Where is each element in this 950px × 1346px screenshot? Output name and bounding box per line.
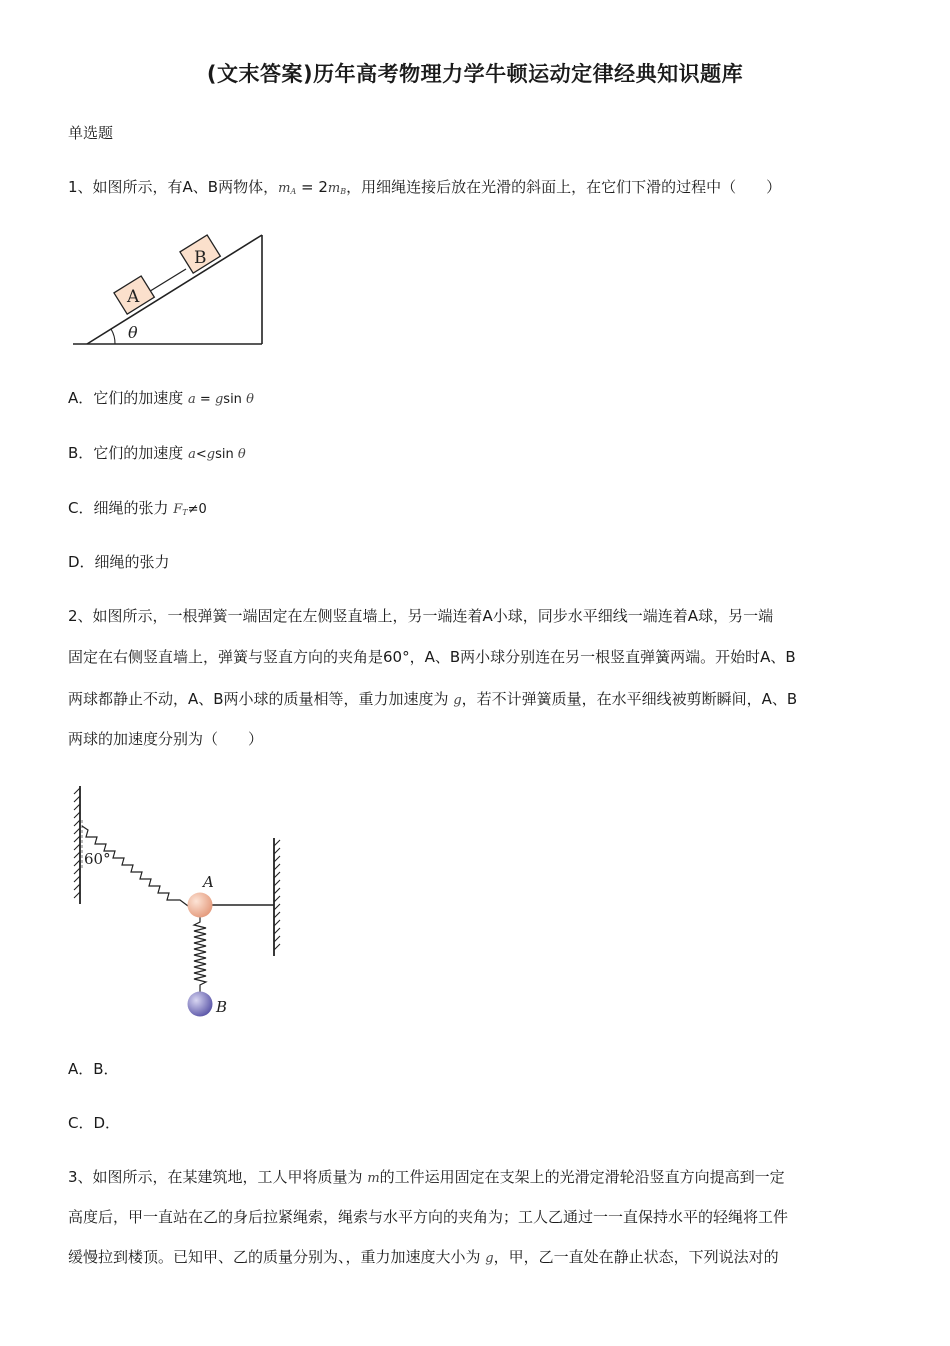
q3-gravity-symbol: g — [485, 1251, 494, 1266]
q1-option-b-text: B．它们的加速度 — [68, 444, 189, 462]
q2-line-4: 两球的加速度分别为（ ） — [68, 730, 264, 748]
q2-line-3-start: 两球都静止不动，A、B两小球的质量相等，重力加速度为 — [68, 690, 454, 708]
q1-mass-b-subscript: B — [340, 187, 347, 196]
incline-figure — [70, 228, 270, 350]
incline-angle-arc — [111, 329, 115, 344]
q1-option-b-symbol-g: g — [206, 447, 216, 462]
spring-figure — [66, 780, 296, 1025]
q1-option-a-symbol-g: g — [214, 392, 224, 407]
q1-option-c-subscript: T — [182, 508, 188, 517]
q1-option-c — [68, 497, 207, 518]
q1-option-b-theta: θ — [237, 447, 246, 462]
spring-angle-label: 60° — [84, 850, 111, 868]
q3-line-3-end: ，甲，乙一直处在静止状态，下列说法对的 — [493, 1248, 779, 1266]
q1-stem-start: 1、如图所示，有A、B两物体， — [68, 178, 279, 196]
q1-option-c-text: C．细绳的张力 — [68, 499, 174, 517]
q1-option-b-symbol-a: a — [188, 447, 196, 462]
incline-angle-label: θ — [128, 323, 138, 342]
q1-mass-b-symbol: m — [327, 181, 341, 196]
q1-option-b — [68, 442, 246, 463]
q1-option-a-text: A．它们的加速度 — [68, 389, 189, 407]
ball-b-label: B — [216, 998, 228, 1016]
q1-option-a-symbol-a: a — [188, 392, 196, 407]
q3-line-1 — [68, 1166, 888, 1187]
section-heading: 单选题 — [68, 124, 114, 142]
q1-option-c-symbol-f: F — [173, 502, 183, 517]
q3-line-1-start: 3、如图所示，在某建筑地，工人甲将质量为 — [68, 1168, 368, 1186]
block-b-label: B — [194, 248, 207, 268]
question-1-stem — [68, 176, 781, 197]
q1-mass-a-symbol: m — [278, 181, 291, 196]
q2-line-1: 2、如图所示，一根弹簧一端固定在左侧竖直墙上，另一端连着A小球，同步水平细线一端连着A球，另一端 — [68, 607, 774, 625]
q2-options-cd: C．D． — [68, 1114, 121, 1132]
q1-mass-a-subscript: A — [290, 187, 297, 196]
q2-line-2: 固定在右侧竖直墙上，弹簧与竖直方向的夹角是60°，A、B两小球分别连在另一根竖直弹簧两端。开始时A、B — [68, 648, 796, 666]
q2-options-ab: A．B． — [68, 1060, 119, 1078]
q3-line-1-end: 的工件运用固定在支架上的光滑定滑轮沿竖直方向提高到一定 — [379, 1168, 785, 1186]
q1-equals: = 2 — [296, 178, 328, 196]
q1-option-d: D．细绳的张力 — [68, 553, 170, 571]
q1-option-a-theta: θ — [246, 392, 254, 407]
q2-gravity-symbol: g — [453, 693, 462, 708]
q2-line-3 — [68, 688, 888, 709]
q3-line-3 — [68, 1246, 888, 1267]
q3-line-3-start: 缓慢拉到楼顶。已知甲、乙的质量分别为、，重力加速度大小为 — [68, 1248, 486, 1266]
q2-line-3-end: ，若不计弹簧质量，在水平细线被剪断瞬间，A、B — [461, 690, 798, 708]
q3-mass-symbol: m — [367, 1171, 380, 1186]
ball-a-label: A — [203, 873, 214, 891]
q1-option-a — [68, 387, 254, 408]
q1-stem-end: ，用细绳连接后放在光滑的斜面上，在它们下滑的过程中（ ） — [346, 178, 782, 196]
block-a-label: A — [127, 287, 140, 307]
q1-option-b-sin: sin — [215, 447, 238, 462]
q1-option-c-not-equal: ≠0 — [187, 502, 207, 517]
q1-option-a-equals: = — [195, 392, 215, 407]
ball-b — [188, 992, 213, 1017]
incline-slope — [87, 235, 262, 344]
document-title: (文末答案)历年高考物理力学牛顿运动定律经典知识题库 — [206, 62, 744, 86]
ball-a — [188, 893, 213, 918]
q3-line-2: 高度后，甲一直站在乙的身后拉紧绳索，绳索与水平方向的夹角为；工人乙通过一一直保持水平的轻绳将工件 — [68, 1208, 789, 1226]
left-wall-hatching — [74, 788, 80, 898]
q1-option-a-sin: sin — [223, 392, 247, 407]
q1-option-b-less-than: < — [195, 447, 207, 462]
connecting-rope — [147, 269, 186, 293]
vertical-spring — [194, 917, 206, 992]
